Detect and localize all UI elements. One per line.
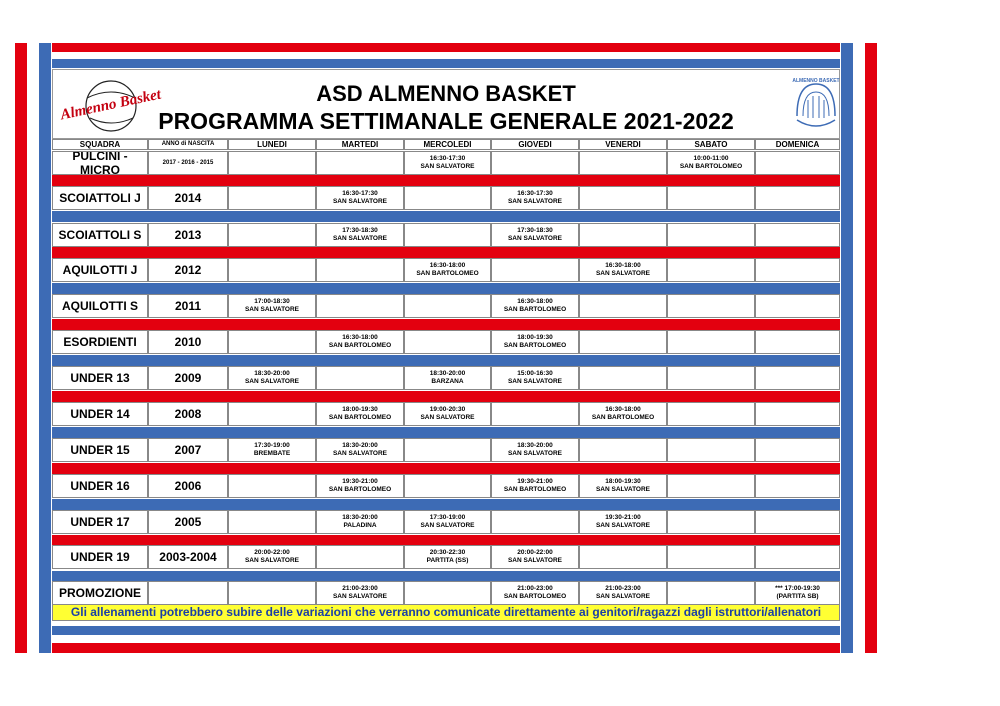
birth-year: 2011 (148, 294, 228, 318)
session-time: 19:30-21:00 (517, 478, 553, 485)
schedule-cell (755, 474, 840, 498)
column-header: MERCOLEDI (404, 139, 491, 150)
session-venue: SAN SALVATORE (507, 235, 563, 242)
schedule-cell (579, 258, 667, 282)
birth-year: 2005 (148, 510, 228, 534)
schedule-cell (667, 258, 755, 282)
table-row (52, 330, 840, 354)
schedule-cell (755, 402, 840, 426)
session-venue: SAN BARTOLOMEO (328, 414, 392, 421)
schedule-cell (316, 330, 404, 354)
session-time: 17:30-19:00 (254, 442, 290, 449)
schedule-cell (316, 258, 404, 282)
team-name: SCOIATTOLI J (52, 186, 148, 210)
birth-year: 2006 (148, 474, 228, 498)
team-name: UNDER 13 (52, 366, 148, 390)
session-time: 19:30-21:00 (605, 514, 641, 521)
schedule-cell (755, 330, 840, 354)
schedule-cell (404, 402, 491, 426)
schedule-cell (491, 510, 579, 534)
table-row (52, 402, 840, 426)
right-red-stripe (865, 43, 877, 653)
schedule-cell (755, 366, 840, 390)
schedule-cell (228, 330, 316, 354)
row-separator (52, 211, 840, 222)
schedule-cell (491, 474, 579, 498)
team-name: PULCINI - MICRO (52, 151, 148, 175)
schedule-cell (404, 581, 491, 605)
schedule-cell (491, 366, 579, 390)
birth-year: 2017 - 2016 - 2015 (148, 151, 228, 175)
schedule-cell (228, 545, 316, 569)
session-venue: SAN SALVATORE (507, 198, 563, 205)
team-name: AQUILOTTI S (52, 294, 148, 318)
left-blue-stripe (39, 43, 51, 653)
session-time: 16:30-18:00 (605, 262, 641, 269)
schedule-cell (579, 366, 667, 390)
session-time: 20:00-22:00 (517, 549, 553, 556)
schedule-cell (667, 366, 755, 390)
session-time: 21:00-23:00 (605, 585, 641, 592)
session-time: 16:30-18:00 (429, 262, 466, 269)
page-subtitle: PROGRAMMA SETTIMANALE GENERALE 2021-2022 (158, 108, 734, 134)
schedule-cell (755, 581, 840, 605)
table-row (52, 223, 840, 247)
session-time: 20:30-22:30 (429, 549, 466, 556)
schedule-cell (579, 510, 667, 534)
schedule-cell (491, 223, 579, 247)
session-venue: SAN SALVATORE (595, 522, 651, 529)
logo-right-text: ALMENNO BASKET (792, 78, 840, 84)
session-time: 19:00-20:30 (429, 406, 466, 413)
schedule-cell (228, 223, 316, 247)
schedule-cell (404, 186, 491, 210)
session-time: 17:30-18:30 (342, 227, 378, 234)
session-venue: BREMBATE (253, 450, 291, 457)
schedule-cell (755, 258, 840, 282)
schedule-cell (667, 510, 755, 534)
row-separator (52, 319, 840, 330)
session-venue: SAN BARTOLOMEO (503, 306, 567, 313)
session-time: 19:30-21:00 (342, 478, 378, 485)
schedule-cell (755, 545, 840, 569)
schedule-cell (228, 402, 316, 426)
session-time: 18:30-20:00 (342, 442, 378, 449)
session-time: 15:00-16:30 (517, 370, 553, 377)
session-venue: SAN SALVATORE (244, 378, 300, 385)
session-venue: SAN SALVATORE (420, 414, 475, 421)
table-row (52, 510, 840, 534)
schedule-cell (228, 258, 316, 282)
session-venue: SAN SALVATORE (507, 557, 563, 564)
schedule-cell (579, 186, 667, 210)
schedule-cell (404, 474, 491, 498)
schedule-cell (228, 186, 316, 210)
session-time: 20:00-22:00 (254, 549, 290, 556)
schedule-cell (667, 438, 755, 462)
top-blue-stripe (52, 59, 840, 68)
schedule-cell (316, 294, 404, 318)
schedule-cell (755, 186, 840, 210)
session-venue: SAN SALVATORE (420, 163, 475, 170)
schedule-cell (228, 366, 316, 390)
team-name: UNDER 16 (52, 474, 148, 498)
birth-year: 2010 (148, 330, 228, 354)
schedule-cell (579, 294, 667, 318)
schedule-cell (404, 151, 491, 175)
session-time: 10:00-11:00 (693, 155, 729, 162)
schedule-cell (404, 545, 491, 569)
schedule-cell (579, 223, 667, 247)
schedule-cell (491, 151, 579, 175)
team-name: SCOIATTOLI S (52, 223, 148, 247)
schedule-cell (755, 438, 840, 462)
schedule-cell (579, 474, 667, 498)
page-title: ASD ALMENNO BASKET (316, 81, 576, 106)
session-venue: SAN BARTOLOMEO (503, 342, 567, 349)
schedule-cell (404, 510, 491, 534)
table-row (52, 151, 840, 175)
schedule-cell (579, 151, 667, 175)
birth-year: 2013 (148, 223, 228, 247)
column-header: MARTEDI (316, 139, 404, 150)
left-red-stripe (15, 43, 27, 653)
schedule-cell (228, 581, 316, 605)
column-header: DOMENICA (755, 139, 840, 150)
schedule-cell (404, 294, 491, 318)
session-venue: BARZANA (431, 378, 464, 385)
session-time: 18:00-19:30 (517, 334, 553, 341)
bottom-red-stripe (52, 643, 840, 653)
schedule-cell (491, 545, 579, 569)
session-venue: SAN BARTOLOMEO (679, 163, 743, 170)
column-header: LUNEDI (228, 139, 316, 150)
schedule-cell (404, 438, 491, 462)
birth-year: 2003-2004 (148, 545, 228, 569)
session-venue: SAN SALVATORE (507, 450, 563, 457)
schedule-cell (667, 151, 755, 175)
schedule-cell (667, 294, 755, 318)
column-header-row (52, 139, 840, 150)
schedule-cell (316, 402, 404, 426)
team-name: PROMOZIONE (52, 581, 148, 605)
schedule-cell (316, 186, 404, 210)
schedule-cell (316, 581, 404, 605)
schedule-cell (404, 223, 491, 247)
schedule-cell (491, 186, 579, 210)
schedule-cell (228, 438, 316, 462)
schedule-cell (579, 402, 667, 426)
session-venue: SAN SALVATORE (595, 486, 651, 493)
schedule-cell (316, 151, 404, 175)
session-time: 17:30-19:00 (429, 514, 466, 521)
row-separator (52, 247, 840, 258)
table-row (52, 438, 840, 462)
column-header: SQUADRA (52, 139, 148, 150)
schedule-cell (579, 438, 667, 462)
session-venue: (PARTITA SB) (776, 593, 819, 600)
schedule-cell (755, 151, 840, 175)
birth-year: 2012 (148, 258, 228, 282)
session-venue: SAN SALVATORE (507, 378, 563, 385)
schedule-cell (491, 258, 579, 282)
schedule-cell (491, 438, 579, 462)
session-venue: SAN SALVATORE (595, 270, 651, 277)
schedule-cell (316, 366, 404, 390)
schedule-cell (755, 510, 840, 534)
schedule-cell (579, 581, 667, 605)
schedule-cell (491, 581, 579, 605)
session-time: *** 17:00-19:30 (775, 585, 820, 592)
session-time: 16:30-17:30 (517, 190, 553, 197)
session-venue: SAN SALVATORE (332, 198, 388, 205)
birth-year: 2008 (148, 402, 228, 426)
session-time: 16:30-18:00 (517, 298, 553, 305)
schedule-cell (491, 330, 579, 354)
session-venue: SAN SALVATORE (420, 522, 475, 529)
schedule-cell (316, 474, 404, 498)
column-header: VENERDI (579, 139, 667, 150)
row-separator (52, 463, 840, 474)
session-venue: PALADINA (343, 522, 377, 529)
session-time: 16:30-17:30 (342, 190, 378, 197)
table-row (52, 366, 840, 390)
schedule-cell (316, 223, 404, 247)
session-venue: SAN BARTOLOMEO (328, 486, 392, 493)
row-separator (52, 175, 840, 186)
team-name: UNDER 17 (52, 510, 148, 534)
schedule-cell (491, 294, 579, 318)
row-separator (52, 355, 840, 366)
session-venue: SAN SALVATORE (332, 450, 388, 457)
schedule-cell (228, 151, 316, 175)
birth-year: 2009 (148, 366, 228, 390)
session-venue: PARTITA (SS) (426, 557, 469, 564)
schedule-cell (667, 223, 755, 247)
table-row (52, 545, 840, 569)
schedule-cell (404, 330, 491, 354)
schedule-cell (579, 545, 667, 569)
schedule-cell (404, 366, 491, 390)
session-time: 16:30-18:00 (605, 406, 641, 413)
schedule-cell (667, 581, 755, 605)
schedule-cell (491, 402, 579, 426)
session-venue: SAN BARTOLOMEO (416, 270, 479, 277)
schedule-cell (316, 510, 404, 534)
session-time: 21:00-23:00 (517, 585, 553, 592)
header (52, 69, 840, 139)
team-name: ESORDIENTI (52, 330, 148, 354)
notice-banner: Gli allenamenti potrebbero subire delle variazioni che verranno comunicate direttamente ai genitori/ragazzi dagli istruttori/allenatori (52, 604, 840, 621)
table-row (52, 474, 840, 498)
column-header: SABATO (667, 139, 755, 150)
table-row (52, 581, 840, 605)
session-time: 18:00-19:30 (342, 406, 378, 413)
column-header: ANNO di NASCITA (148, 139, 228, 150)
schedule-sheet (15, 43, 877, 653)
session-time: 18:30-20:00 (517, 442, 553, 449)
session-time: 17:00-18:30 (254, 298, 290, 305)
row-separator (52, 427, 840, 438)
schedule-cell (667, 186, 755, 210)
column-header: GIOVEDI (491, 139, 579, 150)
birth-year: 2014 (148, 186, 228, 210)
team-name: AQUILOTTI J (52, 258, 148, 282)
session-venue: SAN SALVATORE (332, 593, 388, 600)
session-time: 16:30-18:00 (342, 334, 378, 341)
bottom-blue-stripe (52, 626, 840, 635)
team-name: UNDER 15 (52, 438, 148, 462)
birth-year: 2007 (148, 438, 228, 462)
schedule-cell (667, 330, 755, 354)
schedule-cell (228, 510, 316, 534)
team-name: UNDER 14 (52, 402, 148, 426)
schedule-cell (228, 474, 316, 498)
session-time: 21:00-23:00 (342, 585, 378, 592)
schedule-cell (404, 258, 491, 282)
schedule-cell (667, 545, 755, 569)
schedule-cell (228, 294, 316, 318)
session-time: 18:30-20:00 (342, 514, 378, 521)
session-time: 18:00-19:30 (605, 478, 641, 485)
session-venue: SAN BARTOLOMEO (503, 486, 567, 493)
session-time: 18:30-20:00 (254, 370, 290, 377)
session-time: 18:30-20:00 (429, 370, 466, 377)
session-venue: SAN SALVATORE (244, 306, 300, 313)
table-row (52, 186, 840, 210)
table-row (52, 294, 840, 318)
session-venue: SAN BARTOLOMEO (328, 342, 392, 349)
session-venue: SAN BARTOLOMEO (503, 593, 567, 600)
session-time: 16:30-17:30 (429, 155, 466, 162)
schedule-cell (316, 545, 404, 569)
logo-left-text: Almenno Basket (59, 86, 163, 124)
top-red-stripe (52, 43, 840, 52)
schedule-cell (579, 330, 667, 354)
row-separator (52, 499, 840, 510)
schedule-cell (316, 438, 404, 462)
table-row (52, 258, 840, 282)
birth-year (148, 581, 228, 605)
schedule-cell (667, 402, 755, 426)
session-venue: SAN SALVATORE (244, 557, 300, 564)
schedule-cell (755, 294, 840, 318)
team-name: UNDER 19 (52, 545, 148, 569)
session-time: 17:30-18:30 (517, 227, 553, 234)
row-separator (52, 391, 840, 402)
row-separator (52, 283, 840, 294)
schedule-cell (667, 474, 755, 498)
almenno-basket-logo-right (791, 76, 841, 134)
right-blue-stripe (841, 43, 853, 653)
session-venue: SAN SALVATORE (595, 593, 651, 600)
session-venue: SAN BARTOLOMEO (591, 414, 655, 421)
session-venue: SAN SALVATORE (332, 235, 388, 242)
schedule-cell (755, 223, 840, 247)
